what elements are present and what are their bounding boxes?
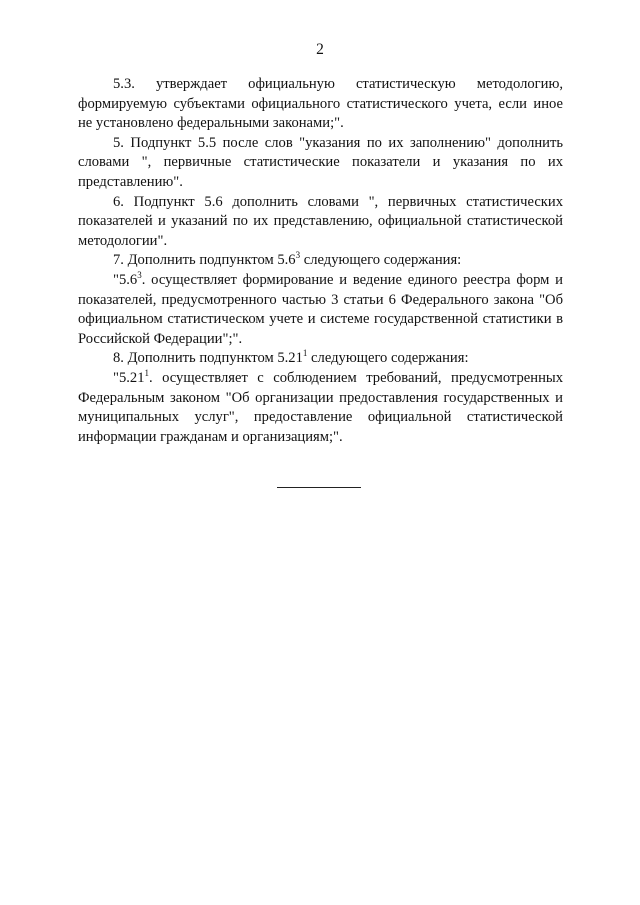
paragraph-item-5: 5. Подпункт 5.5 после слов "указания по их заполнению" дополнить словами ", первичные статистические показатели и указания по их представлению". xyxy=(78,134,563,190)
paragraph-5-21-1 xyxy=(78,369,563,447)
paragraph-text: . осуществляет формирование и ведение единого реестра форм и показателей, предусмотренного частью 3 статьи 6 Федерального закона "Об официальном статистическом учете и системе государственной статистики в Российской Федерации";". xyxy=(78,271,563,347)
paragraph-text: 8. Дополнить подпунктом 5.21 xyxy=(113,350,303,367)
end-separator-line xyxy=(277,487,361,488)
paragraph-item-7 xyxy=(78,251,563,271)
paragraph-text: следующего содержания: xyxy=(307,350,469,367)
paragraph-5-3: 5.3. утверждает официальную статистическую методологию, формируемую субъектами официального статистического учета, если иное не установлено федеральными законами;". xyxy=(78,76,563,132)
paragraph-text: . осуществляет с соблюдением требований, предусмотренных Федеральным законом "Об организации предоставления государственных и муниципальных услуг", предоставление официальной статистической информации гражданам и организациям;". xyxy=(78,369,563,445)
paragraph-text: 7. Дополнить подпунктом 5.6 xyxy=(113,252,296,269)
superscript: 1 xyxy=(144,368,149,379)
paragraph-item-8 xyxy=(78,349,563,369)
paragraph-text: следующего содержания: xyxy=(300,252,462,269)
document-body xyxy=(78,75,563,447)
paragraph-text: "5.6 xyxy=(113,271,138,288)
paragraph-5-6-3 xyxy=(78,271,563,349)
page-number: 2 xyxy=(316,41,324,58)
superscript: 3 xyxy=(295,250,301,261)
paragraph-item-6: 6. Подпункт 5.6 дополнить словами ", первичных статистических показателей и указаний по их представлению, официальной статистической методологии". xyxy=(78,193,563,249)
paragraph-text: "5.21 xyxy=(113,369,145,386)
superscript: 1 xyxy=(302,348,308,359)
superscript: 3 xyxy=(137,270,142,281)
